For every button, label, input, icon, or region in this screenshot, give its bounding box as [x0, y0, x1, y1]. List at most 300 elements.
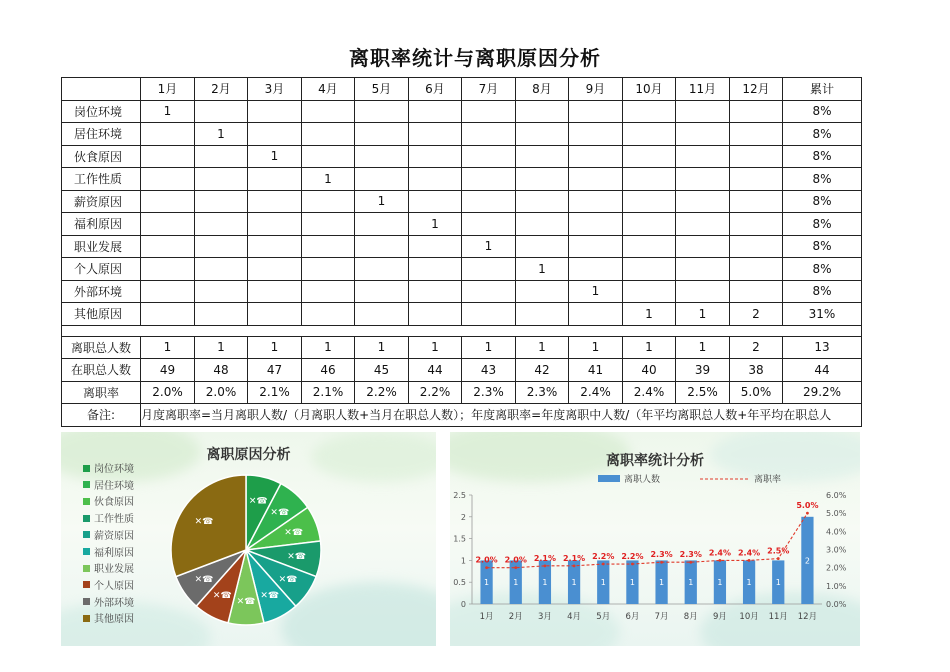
table-cell: [195, 168, 248, 191]
legend-label: 岗位环境: [94, 464, 134, 475]
total-cell: 29.2%: [783, 381, 862, 404]
header-cell: 11月: [676, 78, 730, 101]
total-cell: 8%: [783, 258, 862, 281]
table-cell: [248, 258, 302, 281]
y-right-tick: 2.0%: [826, 563, 847, 573]
table-cell: [141, 123, 195, 146]
y-right-tick: 1.0%: [826, 581, 847, 591]
x-tick: 3月: [537, 612, 552, 622]
table-cell: [302, 123, 355, 146]
table-cell: [730, 213, 783, 236]
table-cell: [569, 145, 623, 168]
rate-label: 2.4%: [708, 548, 732, 558]
table-cell: [462, 213, 516, 236]
table-cell: [195, 213, 248, 236]
table-cell: [462, 280, 516, 303]
table-cell: [676, 100, 730, 123]
row-label: 薪资原因: [62, 190, 141, 213]
table-cell: 2.1%: [248, 381, 302, 404]
slice-mark-icon: ✕☎: [284, 527, 304, 538]
total-cell: 8%: [783, 123, 862, 146]
x-tick: 12月: [797, 612, 818, 622]
rate-label: 2.2%: [592, 552, 615, 562]
table-cell: [248, 280, 302, 303]
table-cell: [516, 280, 569, 303]
x-tick: 10月: [739, 612, 759, 622]
table-cell: [302, 190, 355, 213]
x-tick: 1月: [479, 612, 494, 622]
table-cell: [730, 235, 783, 258]
reason-row: [62, 258, 862, 281]
y-left-tick: 0.5: [453, 578, 466, 588]
bar-label: 1: [542, 578, 548, 588]
table-cell: 47: [248, 359, 302, 382]
table-cell: [569, 258, 623, 281]
table-cell: 1: [141, 100, 195, 123]
slice-mark-icon: ✕☎: [194, 574, 214, 585]
bar-label: 1: [571, 578, 577, 588]
table-cell: [569, 190, 623, 213]
table-cell: 1: [195, 123, 248, 146]
rate-chart-title: 离职率统计分析: [606, 453, 704, 469]
row-label: 岗位环境: [62, 100, 141, 123]
x-tick: 8月: [683, 612, 698, 622]
x-tick: 9月: [712, 612, 727, 622]
y-right-tick: 5.0%: [826, 509, 847, 519]
table-cell: [409, 235, 462, 258]
y-left-tick: 0: [460, 600, 466, 609]
table-cell: [676, 213, 730, 236]
table-cell: [730, 100, 783, 123]
rate-point: [777, 557, 780, 560]
y-right-tick: 6.0%: [826, 491, 847, 500]
table-cell: [462, 190, 516, 213]
table-cell: [516, 213, 569, 236]
table-cell: 42: [516, 359, 569, 382]
total-cell: 8%: [783, 100, 862, 123]
legend-label: 薪资原因: [94, 530, 134, 542]
table-cell: 1: [248, 145, 302, 168]
table-cell: 1: [355, 190, 409, 213]
rate-point: [514, 566, 517, 569]
table-cell: [516, 190, 569, 213]
pie-title: 离职原因分析: [206, 447, 291, 463]
row-label: 外部环境: [62, 280, 141, 303]
note-text: 月度离职率=当月离职人数/（月离职人数+当月在职总人数）；年度离职率=年度离职中人数/（年平均离职总人数+年平均在职总人: [141, 404, 862, 427]
table-cell: [248, 100, 302, 123]
table-cell: [409, 168, 462, 191]
header-row: [62, 78, 862, 101]
bar-label: 1: [600, 578, 606, 588]
table-cell: 1: [569, 280, 623, 303]
table-cell: 1: [355, 336, 409, 359]
table-cell: 2.4%: [569, 381, 623, 404]
table-cell: 2: [730, 303, 783, 326]
slice-mark-icon: ✕☎: [260, 591, 280, 602]
total-cell: 8%: [783, 280, 862, 303]
rate-chart: [450, 432, 860, 646]
table-cell: 1: [569, 336, 623, 359]
table-cell: [141, 235, 195, 258]
table-cell: 49: [141, 359, 195, 382]
table-cell: 1: [676, 336, 730, 359]
table-cell: [302, 280, 355, 303]
summary-row: [62, 381, 862, 404]
table-cell: [623, 145, 676, 168]
table-cell: [462, 303, 516, 326]
table-cell: [409, 123, 462, 146]
table-cell: 1: [462, 336, 516, 359]
table-cell: 1: [141, 336, 195, 359]
table-cell: 1: [676, 303, 730, 326]
page-title: 离职率统计与离职原因分析: [349, 46, 601, 70]
slice-mark-icon: ✕☎: [212, 591, 232, 602]
table-cell: [302, 100, 355, 123]
table-cell: 39: [676, 359, 730, 382]
bar-label: 2: [804, 556, 810, 566]
row-label: 福利原因: [62, 213, 141, 236]
table-cell: 2.2%: [409, 381, 462, 404]
table-cell: [676, 168, 730, 191]
total-cell: 8%: [783, 190, 862, 213]
table-cell: [248, 168, 302, 191]
x-tick: 5月: [596, 612, 611, 622]
table-cell: [409, 100, 462, 123]
table-cell: [302, 145, 355, 168]
row-label: 其他原因: [62, 303, 141, 326]
header-cell: 10月: [623, 78, 676, 101]
rate-point: [544, 564, 547, 567]
rate-label: 2.2%: [621, 552, 644, 562]
header-cell: 12月: [730, 78, 783, 101]
bar-label: 1: [659, 578, 665, 588]
turnover-table: [61, 77, 862, 427]
table-cell: [195, 235, 248, 258]
total-cell: 8%: [783, 235, 862, 258]
table-cell: 2.4%: [623, 381, 676, 404]
table-cell: [355, 123, 409, 146]
table-cell: [248, 190, 302, 213]
legend-bar-swatch: [598, 475, 620, 482]
table-cell: [355, 213, 409, 236]
row-label: 工作性质: [62, 168, 141, 191]
header-cell: 累计: [783, 78, 862, 101]
table-cell: [409, 303, 462, 326]
table-cell: 2.3%: [462, 381, 516, 404]
reason-row: [62, 145, 862, 168]
y-right-tick: 0.0%: [826, 600, 847, 609]
table-cell: [302, 303, 355, 326]
rate-label: 2.3%: [679, 550, 702, 560]
header-cell: 9月: [569, 78, 623, 101]
reason-row: [62, 123, 862, 146]
table-cell: [355, 168, 409, 191]
x-tick: 11月: [768, 612, 788, 622]
table-cell: 1: [302, 168, 355, 191]
table-cell: 1: [409, 213, 462, 236]
rate-label: 2.0%: [475, 555, 498, 565]
table-cell: [195, 303, 248, 326]
slice-mark-icon: ✕☎: [194, 517, 214, 528]
row-label: 职业发展: [62, 235, 141, 258]
summary-row: [62, 359, 862, 382]
table-cell: [409, 190, 462, 213]
table-cell: [195, 280, 248, 303]
header-cell: 5月: [355, 78, 409, 101]
table-cell: 1: [516, 336, 569, 359]
reason-row: [62, 280, 862, 303]
table-cell: [355, 235, 409, 258]
header-cell: 6月: [409, 78, 462, 101]
table-cell: [302, 235, 355, 258]
table-cell: [676, 235, 730, 258]
header-cell: 7月: [462, 78, 516, 101]
x-tick: 2月: [508, 612, 523, 622]
spacer-row: [62, 325, 862, 336]
header-cell: 4月: [302, 78, 355, 101]
table-cell: 2.5%: [676, 381, 730, 404]
table-cell: 1: [623, 303, 676, 326]
table-cell: 44: [409, 359, 462, 382]
table-cell: 40: [623, 359, 676, 382]
header-cell: 2月: [195, 78, 248, 101]
row-label: 在职总人数: [62, 359, 141, 382]
total-cell: 31%: [783, 303, 862, 326]
table-cell: [141, 190, 195, 213]
table-cell: [248, 123, 302, 146]
table-cell: [302, 258, 355, 281]
table-cell: [355, 280, 409, 303]
table-cell: 1: [623, 336, 676, 359]
table-cell: [141, 145, 195, 168]
table-cell: [516, 168, 569, 191]
table-cell: [623, 235, 676, 258]
table-cell: [676, 123, 730, 146]
table-cell: [195, 258, 248, 281]
total-cell: 13: [783, 336, 862, 359]
table-cell: [195, 190, 248, 213]
legend-label: 其他原因: [94, 614, 134, 626]
reason-pie-panel: [61, 432, 436, 646]
table-cell: [462, 145, 516, 168]
table-cell: [462, 168, 516, 191]
reason-row: [62, 190, 862, 213]
rate-label: 2.3%: [650, 550, 673, 560]
legend-bar-label: 离职人数: [624, 475, 661, 485]
table-cell: 1: [248, 336, 302, 359]
bar-label: 1: [775, 578, 781, 588]
table-cell: [676, 280, 730, 303]
header-cell: 1月: [141, 78, 195, 101]
y-left-tick: 2.5: [453, 491, 466, 500]
table-cell: [569, 303, 623, 326]
rate-point: [602, 563, 605, 566]
reason-row: [62, 100, 862, 123]
note-row: [62, 404, 862, 427]
reason-row: [62, 303, 862, 326]
rate-label: 2.0%: [504, 555, 527, 565]
row-label: 个人原因: [62, 258, 141, 281]
table-cell: 1: [409, 336, 462, 359]
total-cell: 8%: [783, 213, 862, 236]
table-cell: 1: [516, 258, 569, 281]
table-cell: [141, 280, 195, 303]
table-cell: [141, 258, 195, 281]
spacer-cell: [62, 325, 862, 336]
total-cell: 8%: [783, 145, 862, 168]
x-tick: 4月: [567, 612, 582, 622]
rate-point: [485, 566, 488, 569]
table-cell: 46: [302, 359, 355, 382]
table-cell: [355, 145, 409, 168]
legend-label: 福利原因: [94, 547, 134, 559]
table-cell: [569, 123, 623, 146]
table-cell: [516, 123, 569, 146]
table-cell: [195, 145, 248, 168]
table-cell: [623, 123, 676, 146]
table-cell: 41: [569, 359, 623, 382]
table-cell: [623, 213, 676, 236]
rate-point: [631, 563, 634, 566]
table-cell: [730, 190, 783, 213]
table-cell: [462, 123, 516, 146]
bar-label: 1: [717, 578, 723, 588]
total-cell: 44: [783, 359, 862, 382]
table-cell: [516, 235, 569, 258]
reason-row: [62, 235, 862, 258]
legend-label: 居住环境: [94, 480, 134, 492]
table-cell: [409, 280, 462, 303]
table-cell: 48: [195, 359, 248, 382]
table-cell: [623, 100, 676, 123]
x-tick: 7月: [654, 612, 669, 622]
table-cell: [141, 213, 195, 236]
table-cell: [730, 145, 783, 168]
slice-mark-icon: ✕☎: [278, 574, 298, 585]
header-cell: 3月: [248, 78, 302, 101]
row-label: 离职率: [62, 381, 141, 404]
table-cell: [623, 280, 676, 303]
bar-label: 1: [484, 578, 490, 588]
table-cell: 38: [730, 359, 783, 382]
y-left-tick: 1.5: [453, 534, 466, 544]
legend-line-label: 离职率: [754, 475, 782, 485]
reason-row: [62, 168, 862, 191]
legend-label: 职业发展: [94, 564, 134, 576]
total-cell: 8%: [783, 168, 862, 191]
y-right-tick: 4.0%: [826, 527, 847, 537]
row-label: 伙食原因: [62, 145, 141, 168]
table-cell: [516, 100, 569, 123]
table-cell: [248, 213, 302, 236]
table-cell: [569, 168, 623, 191]
y-left-tick: 2: [460, 512, 466, 522]
table-cell: 1: [302, 336, 355, 359]
table-cell: [409, 145, 462, 168]
rate-label: 2.1%: [533, 553, 557, 563]
rate-label: 2.1%: [562, 553, 586, 563]
table-cell: 5.0%: [730, 381, 783, 404]
y-left-tick: 1: [460, 556, 466, 566]
slice-mark-icon: ✕☎: [236, 597, 256, 607]
table-cell: [516, 303, 569, 326]
table-cell: [623, 258, 676, 281]
table-cell: [676, 258, 730, 281]
table-cell: [730, 280, 783, 303]
table-cell: [141, 168, 195, 191]
rate-point: [719, 559, 722, 562]
summary-row: [62, 336, 862, 359]
table-cell: [730, 258, 783, 281]
rate-label: 2.4%: [737, 548, 761, 558]
table-cell: 2.1%: [302, 381, 355, 404]
table-cell: [248, 303, 302, 326]
table-cell: [676, 190, 730, 213]
table-cell: 1: [195, 336, 248, 359]
table-cell: [676, 145, 730, 168]
table-cell: [730, 168, 783, 191]
table-cell: [569, 100, 623, 123]
rate-chart-panel: [450, 432, 860, 646]
table-cell: 2.2%: [355, 381, 409, 404]
header-cell: 8月: [516, 78, 569, 101]
y-right-tick: 3.0%: [826, 545, 847, 555]
pie-chart: [61, 432, 436, 646]
rate-point: [806, 512, 809, 515]
table-cell: [355, 258, 409, 281]
table-cell: 2.3%: [516, 381, 569, 404]
slice-mark-icon: ✕☎: [248, 496, 268, 507]
rate-label: 2.5%: [767, 546, 790, 556]
table-cell: [569, 213, 623, 236]
table-cell: 43: [462, 359, 516, 382]
rate-label: 5.0%: [796, 501, 819, 511]
bar-label: 1: [513, 578, 519, 588]
row-label: 居住环境: [62, 123, 141, 146]
table-cell: 45: [355, 359, 409, 382]
table-cell: [462, 100, 516, 123]
bar-label: 1: [746, 578, 752, 588]
table-cell: [141, 303, 195, 326]
bar-label: 1: [688, 578, 694, 588]
table-cell: [302, 213, 355, 236]
legend-label: 工作性质: [94, 514, 134, 526]
legend-label: 外部环境: [94, 597, 134, 609]
note-label: 备注:: [62, 404, 141, 427]
x-tick: 6月: [625, 612, 640, 622]
table-cell: 2: [730, 336, 783, 359]
table-cell: 2.0%: [195, 381, 248, 404]
rate-point: [748, 559, 751, 562]
table-cell: [516, 145, 569, 168]
slice-mark-icon: ✕☎: [270, 507, 290, 518]
bar-label: 1: [629, 578, 635, 588]
table-cell: [355, 303, 409, 326]
slice-mark-icon: ✕☎: [287, 552, 307, 563]
table-cell: [730, 123, 783, 146]
legend-label: 个人原因: [94, 580, 134, 592]
table-cell: [623, 168, 676, 191]
table-cell: [462, 258, 516, 281]
header-corner: [62, 78, 141, 101]
table-cell: [195, 100, 248, 123]
table-cell: [355, 100, 409, 123]
rate-point: [573, 564, 576, 567]
table-cell: [623, 190, 676, 213]
table-cell: [569, 235, 623, 258]
legend-label: 伙食原因: [94, 497, 134, 509]
rate-point: [689, 561, 692, 564]
